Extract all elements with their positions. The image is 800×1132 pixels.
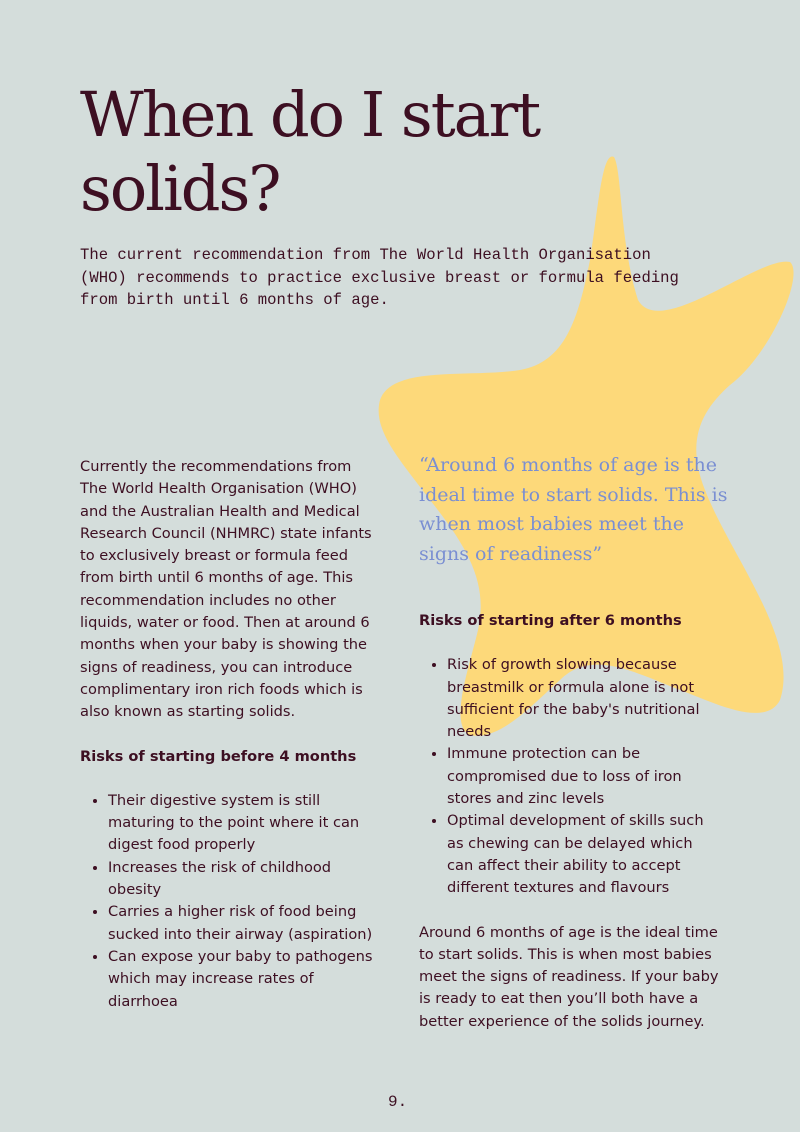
risks-before-4-months-heading: Risks of starting before 4 months [80, 747, 357, 765]
list-item: • Increases the risk of childhood obesity [108, 857, 376, 902]
risks-before-4-months-list [80, 790, 376, 1013]
list-item: • Risk of growth slowing because breastmilk or formula alone is not sufficient for the baby's nutritional needs [447, 654, 721, 743]
intro-paragraph: The current recommendation from The World Health Organisation (WHO) recommends to practice exclusive breast or formula feeding from birth until 6 months of age. [80, 246, 679, 309]
list-item: • Immune protection can be compromised due to loss of iron stores and zinc levels [447, 743, 721, 810]
left-body-paragraph: Currently the recommendations from The World Health Organisation (WHO) and the Australian Health and Medical Research Council (NHMRC) state infants to exclusively breast or formula feed from birth until 6 months of age. This recommendation includes no other liquids, water or food. Then at around 6 months when your baby is showing the signs of readiness, you can introduce complimentary iron rich foods which is also known as starting solids. [80, 458, 372, 721]
left-column [80, 456, 376, 1013]
risks-after-6-months-heading: Risks of starting after 6 months [419, 612, 682, 629]
page-title: When do I start solids? [80, 78, 540, 225]
list-item: • Carries a higher risk of food being sucked into their airway (aspiration) [108, 901, 376, 946]
right-column [419, 610, 721, 1033]
pull-quote: “Around 6 months of age is the ideal time to start solids. This is when most babies meet the signs of readiness” [419, 454, 728, 565]
list-item: • Can expose your baby to pathogens which may increase rates of diarrhoea [108, 946, 376, 1013]
page-number: 9. [388, 1093, 408, 1111]
risks-after-6-months-list [419, 654, 721, 899]
list-item: • Their digestive system is still maturing to the point where it can digest food properly [108, 790, 376, 857]
list-item: • Optimal development of skills such as chewing can be delayed which can affect their ability to accept different textures and flavours [447, 810, 721, 899]
closing-paragraph: Around 6 months of age is the ideal time to start solids. This is when most babies meet the signs of readiness. If your baby is ready to eat then you’ll both have a better experience of the solids journey. [419, 923, 719, 1030]
